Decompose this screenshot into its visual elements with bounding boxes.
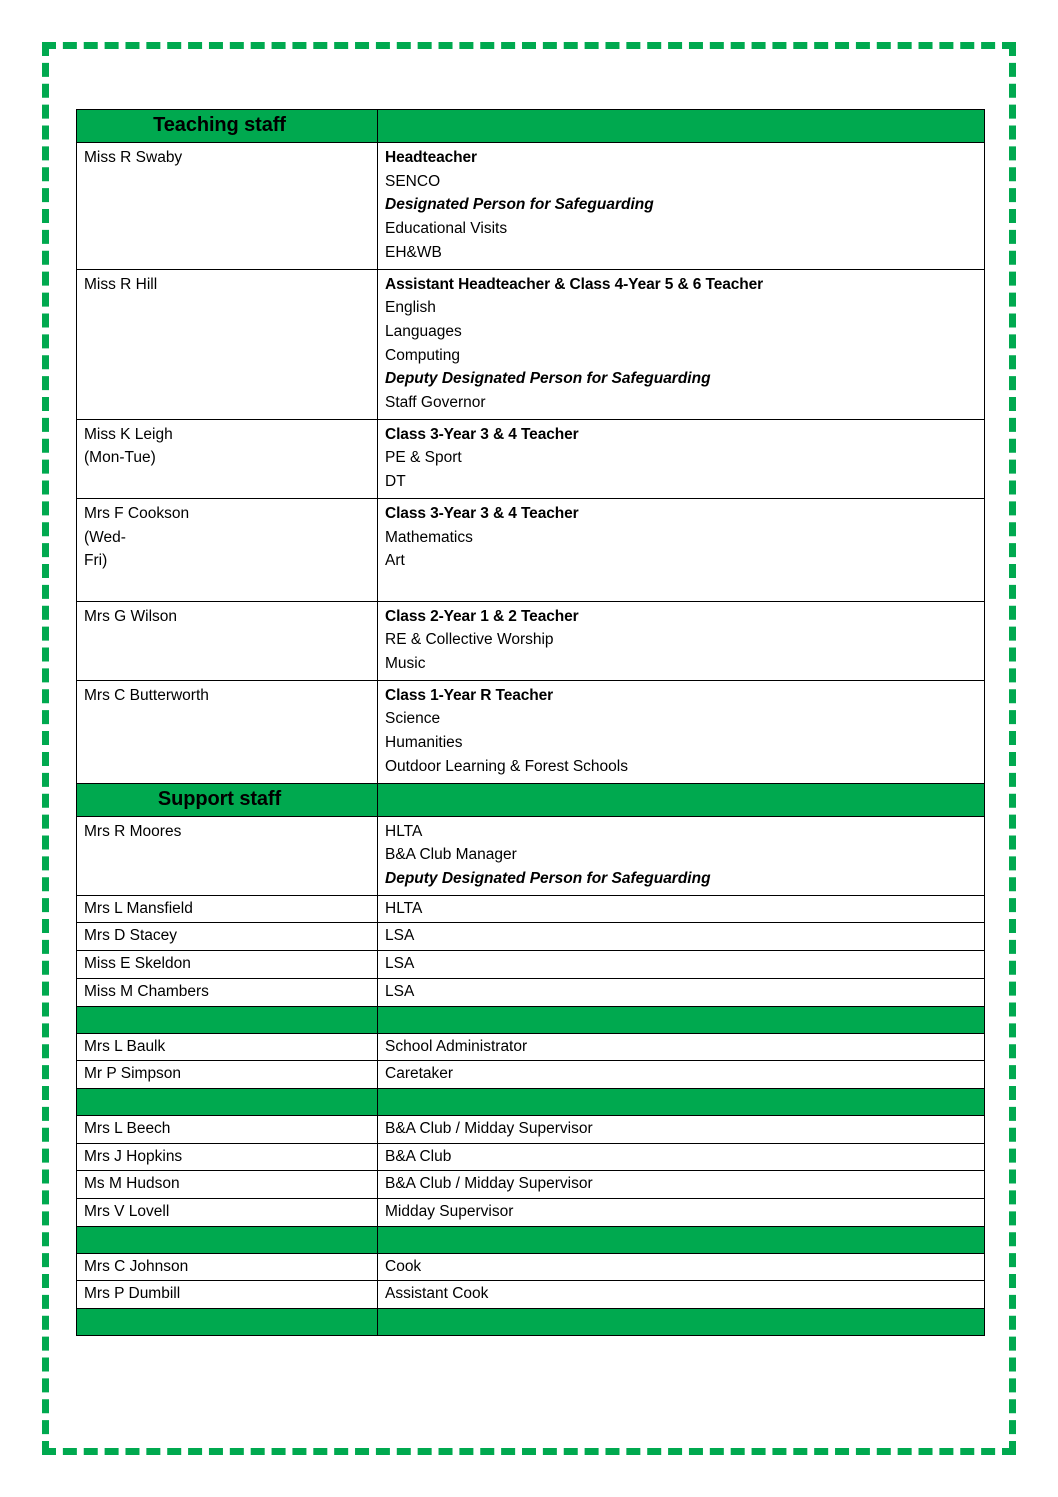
table-row [77,1143,985,1171]
table-row [77,680,985,783]
text-line: Deputy Designated Person for Safeguarding [385,869,711,887]
text-line: Ms M Hudson [84,1175,180,1193]
staff-table [76,109,985,1336]
text-line: Class 3-Year 3 & 4 Teacher [385,425,579,443]
staff-name-cell-inner [77,979,377,1006]
staff-name-cell [77,1006,378,1033]
staff-role-cell [378,1088,985,1115]
table-row [77,1033,985,1061]
staff-role-cell [378,680,985,783]
staff-name-cell [77,951,378,979]
staff-role-cell-inner [378,1309,984,1335]
text-line: Languages [385,322,462,340]
staff-name-cell-inner [77,499,377,601]
table-row [77,1061,985,1089]
staff-table-body [77,110,985,1336]
table-row [77,1171,985,1199]
table-row [77,419,985,498]
text-line: Fri) [84,552,108,570]
table-row [77,1115,985,1143]
staff-name-cell [77,1033,378,1061]
text-line: HLTA [385,899,423,917]
text-line [77,1309,377,1333]
text-line: Support staff [157,787,282,810]
staff-role-cell-inner [378,143,984,269]
staff-role-cell-inner [378,1171,984,1198]
staff-name-cell-inner [77,784,377,816]
page-content [76,109,984,1336]
text-line: Humanities [385,734,463,752]
text-line: B&A Club Manager [385,846,517,864]
staff-name-cell-inner [77,270,377,301]
staff-name-cell [77,978,378,1006]
text-line: Mrs F Cookson [84,504,190,522]
separator-row [77,1309,985,1336]
text-line: Art [385,552,405,570]
staff-name-cell-inner [77,1116,377,1143]
text-line: B&A Club [385,1147,452,1165]
text-line: (Wed- [84,528,126,546]
staff-role-cell-inner [378,1061,984,1088]
staff-role-cell-inner [378,1144,984,1171]
staff-name-cell [77,143,378,270]
staff-name-cell [77,1115,378,1143]
staff-name-cell [77,1253,378,1281]
text-line: Computing [385,346,460,364]
text-line: Mrs L Baulk [84,1037,166,1055]
staff-name-cell [77,1088,378,1115]
staff-role-cell-inner [378,1281,984,1308]
staff-name-cell-inner [77,1227,377,1253]
staff-name-cell [77,269,378,419]
staff-name-cell-inner [77,143,377,174]
table-row [77,1281,985,1309]
text-line: Educational Visits [385,220,508,238]
table-row [77,923,985,951]
text-line: Mrs J Hopkins [84,1147,183,1165]
text-line [385,113,977,138]
staff-name-cell-inner [77,951,377,978]
text-line: Miss R Hill [84,275,158,293]
text-line: Staff Governor [385,394,486,412]
text-line: Class 3-Year 3 & 4 Teacher [385,504,579,522]
staff-name-cell-inner [77,110,377,142]
staff-name-cell [77,1309,378,1336]
staff-role-cell [378,143,985,270]
text-line: B&A Club / Midday Supervisor [385,1119,593,1137]
text-line [378,1089,984,1113]
text-line: Mrs R Moores [84,822,182,840]
staff-name-cell [77,923,378,951]
text-line: B&A Club / Midday Supervisor [385,1175,593,1193]
text-line: Assistant Headteacher & Class 4-Year 5 & 6 Teacher [385,275,764,293]
text-line: Mrs V Lovell [84,1203,170,1221]
staff-role-cell [378,1143,985,1171]
staff-role-cell-inner [378,1116,984,1143]
text-line: Mrs C Johnson [84,1257,189,1275]
staff-role-cell-inner [378,784,984,816]
section-header-row [77,783,985,816]
staff-name-cell [77,601,378,680]
text-line: LSA [385,927,415,945]
staff-name-cell [77,1171,378,1199]
staff-role-cell [378,1281,985,1309]
staff-role-cell [378,978,985,1006]
text-line: RE & Collective Worship [385,631,554,649]
text-line: Miss K Leigh [84,425,173,443]
text-line: Mrs L Beech [84,1119,171,1137]
staff-role-cell-inner [378,951,984,978]
staff-role-cell-inner [378,1199,984,1226]
text-line: Class 1-Year R Teacher [385,686,554,704]
table-row [77,1199,985,1227]
text-line: Miss E Skeldon [84,955,191,973]
staff-name-cell-inner [77,1007,377,1033]
staff-name-cell [77,1061,378,1089]
table-row [77,978,985,1006]
text-line: Mathematics [385,528,473,546]
staff-role-cell [378,816,985,895]
text-line: Teaching staff [153,114,286,136]
staff-name-cell [77,895,378,923]
staff-name-cell-inner [77,896,377,923]
table-row [77,951,985,979]
staff-role-cell-inner [378,817,984,895]
staff-role-cell-inner [378,110,984,142]
staff-role-cell-inner [378,602,984,680]
text-line: Mrs D Stacey [84,927,178,945]
text-line: PE & Sport [385,449,462,467]
text-line [77,1089,377,1113]
staff-role-cell [378,1309,985,1336]
staff-name-cell-inner [77,1171,377,1198]
staff-name-cell-inner [77,602,377,633]
staff-name-cell-inner [77,1144,377,1171]
staff-name-cell [77,419,378,498]
staff-role-cell [378,923,985,951]
staff-name-cell-inner [77,420,377,474]
staff-role-cell-inner [378,1227,984,1253]
text-line: EH&WB [385,243,442,261]
staff-name-cell [77,498,378,601]
separator-row [77,1088,985,1115]
staff-role-cell-inner [378,1034,984,1061]
staff-name-cell-inner [77,817,377,848]
staff-name-cell-inner [77,1309,377,1335]
staff-role-cell [378,601,985,680]
staff-role-cell-inner [378,1254,984,1281]
text-line: Caretaker [385,1065,454,1083]
text-line: Class 2-Year 1 & 2 Teacher [385,607,579,625]
text-line: DT [385,473,406,491]
separator-row [77,1226,985,1253]
staff-role-cell-inner [378,681,984,783]
staff-role-cell [378,419,985,498]
table-row [77,816,985,895]
staff-role-cell [378,1199,985,1227]
separator-row [77,1006,985,1033]
text-line: School Administrator [385,1037,528,1055]
text-line: (Mon-Tue) [84,449,156,467]
text-line: Cook [385,1257,422,1275]
text-line: Headteacher [385,149,477,166]
staff-role-cell-inner [378,896,984,923]
staff-name-cell [77,1199,378,1227]
staff-role-cell-inner [378,1007,984,1033]
staff-name-cell-inner [77,1061,377,1088]
staff-name-cell-inner [77,923,377,950]
staff-name-cell [77,110,378,143]
staff-role-cell-inner [378,420,984,498]
table-row [77,895,985,923]
text-line: Miss M Chambers [84,982,209,1000]
staff-role-cell [378,269,985,419]
text-line [378,1227,984,1251]
staff-name-cell [77,1281,378,1309]
text-line: Deputy Designated Person for Safeguarding [385,370,711,388]
text-line: Miss R Swaby [84,149,183,166]
staff-role-cell [378,1253,985,1281]
text-line: Science [385,710,441,728]
staff-role-cell-inner [378,499,984,601]
staff-role-cell [378,110,985,143]
staff-name-cell [77,783,378,816]
staff-role-cell [378,951,985,979]
table-row [77,1253,985,1281]
text-line: LSA [385,955,415,973]
text-line: Mrs P Dumbill [84,1285,181,1303]
text-line [77,1227,377,1251]
text-line [385,787,977,812]
staff-name-cell-inner [77,1254,377,1281]
text-line [378,1309,984,1333]
staff-role-cell-inner [378,979,984,1006]
staff-role-cell [378,1115,985,1143]
text-line: Mrs C Butterworth [84,686,209,704]
text-line: Mrs G Wilson [84,607,177,625]
text-line [378,1007,984,1031]
text-line: LSA [385,982,415,1000]
staff-name-cell [77,1226,378,1253]
staff-role-cell [378,1061,985,1089]
staff-role-cell [378,1226,985,1253]
staff-name-cell-inner [77,681,377,712]
table-row [77,269,985,419]
staff-name-cell-inner [77,1089,377,1115]
staff-role-cell-inner [378,923,984,950]
staff-name-cell [77,816,378,895]
staff-name-cell-inner [77,1034,377,1061]
text-line [84,573,370,597]
text-line: SENCO [385,172,441,190]
text-line [385,573,977,597]
staff-name-cell-inner [77,1199,377,1226]
text-line [77,1007,377,1031]
staff-role-cell [378,498,985,601]
table-row [77,143,985,270]
table-row [77,498,985,601]
text-line: Mrs L Mansfield [84,899,193,917]
staff-role-cell [378,1171,985,1199]
text-line: English [385,299,436,317]
section-header-row [77,110,985,143]
text-line: Midday Supervisor [385,1203,514,1221]
staff-role-cell [378,895,985,923]
table-row [77,601,985,680]
staff-role-cell [378,1006,985,1033]
text-line: Designated Person for Safeguarding [385,196,654,214]
staff-role-cell-inner [378,270,984,419]
text-line: Music [385,655,426,673]
text-line: Assistant Cook [385,1285,489,1303]
text-line: Mr P Simpson [84,1065,182,1083]
staff-role-cell-inner [378,1089,984,1115]
text-line: HLTA [385,822,423,840]
text-line: Outdoor Learning & Forest Schools [385,757,628,775]
staff-role-cell [378,1033,985,1061]
staff-name-cell-inner [77,1281,377,1308]
staff-name-cell [77,1143,378,1171]
staff-name-cell [77,680,378,783]
staff-role-cell [378,783,985,816]
